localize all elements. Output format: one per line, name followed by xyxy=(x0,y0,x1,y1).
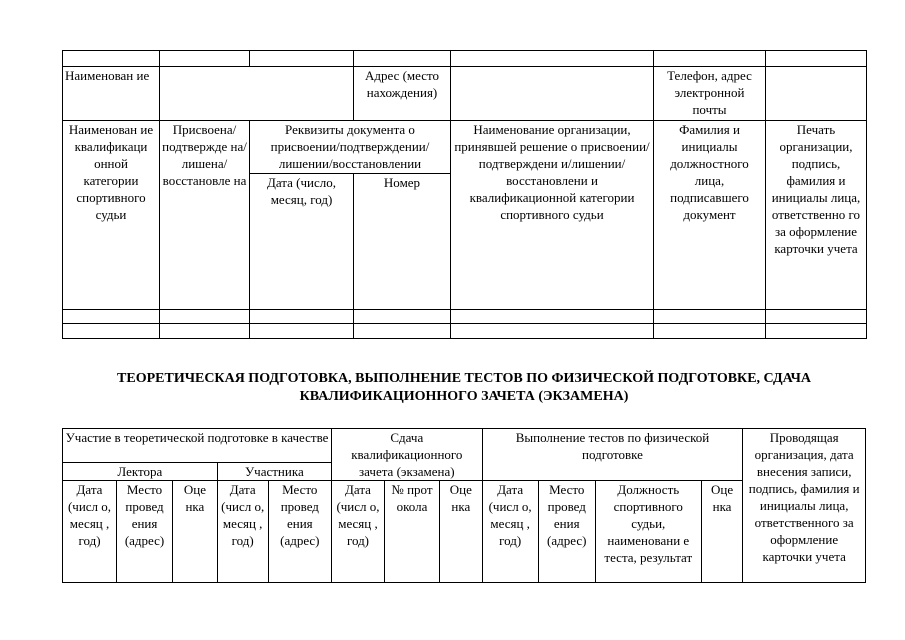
exam-protocol-header: № прот окола xyxy=(384,481,439,583)
tests-place-header: Место провед ения (адрес) xyxy=(538,481,595,583)
section-title-line-1: ТЕОРЕТИЧЕСКАЯ ПОДГОТОВКА, ВЫПОЛНЕНИЕ ТЕСТОВ ПО ФИЗИЧЕСКОЙ ПОДГОТОВКЕ, СДАЧА xyxy=(117,371,811,386)
qualification-header: Наименован ие квалификаци онной категории спортивного судьи xyxy=(63,121,160,310)
judge-qualification-table xyxy=(62,50,867,339)
exam-grade-header: Оце нка xyxy=(440,481,483,583)
table-row xyxy=(63,310,867,324)
lecturer-place-header: Место провед ения (адрес) xyxy=(117,481,173,583)
table-row xyxy=(63,121,867,174)
tests-date-header: Дата (числ о, месяц , год) xyxy=(482,481,538,583)
tests-grade-header: Оце нка xyxy=(701,481,743,583)
table-row xyxy=(63,324,867,339)
status-header: Присвоена/ подтвержде на/лишена/ восстановле на xyxy=(160,121,250,310)
table-row xyxy=(63,67,867,121)
lecturer-date-header: Дата (числ о, месяц , год) xyxy=(63,481,117,583)
organization-header: Наименование организации, принявшей решение о присвоении/подтверждени и/лишении/восстановлени и квалификационной категории спортивного судьи xyxy=(451,121,654,310)
participant-date-header: Дата (числ о, месяц , год) xyxy=(217,481,268,583)
tests-header: Выполнение тестов по физической подготовке xyxy=(482,429,743,481)
section-title-line-2: КВАЛИФИКАЦИОННОГО ЗАЧЕТА (ЭКЗАМЕНА) xyxy=(299,389,629,404)
number-header: Номер xyxy=(354,174,451,310)
lecturer-grade-header: Оце нка xyxy=(173,481,218,583)
tests-position-header: Должность спортивного судьи, наименовани е теста, результат xyxy=(595,481,701,583)
date-header: Дата (число, месяц, год) xyxy=(250,174,354,310)
training-tests-table xyxy=(62,428,866,583)
official-header: Фамилия и инициалы должностного лица, подписавшего документ xyxy=(654,121,766,310)
name-header: Наименован ие xyxy=(63,67,160,121)
lecturer-header: Лектора xyxy=(63,463,218,481)
participant-header: Участника xyxy=(217,463,331,481)
phone-header: Телефон, адрес электронной почты xyxy=(654,67,766,121)
conducting-organization-header: Проводящая организация, дата внесения записи, подпись, фамилия и инициалы лица, ответственного за оформление карточки учета xyxy=(743,429,866,583)
exam-header: Сдача квалификационного зачета (экзамена) xyxy=(332,429,483,481)
address-header: Адрес (место нахождения) xyxy=(354,67,451,121)
table-row xyxy=(63,429,866,463)
exam-date-header: Дата (числ о, месяц , год) xyxy=(332,481,385,583)
participant-place-header: Место провед ения (адрес) xyxy=(268,481,331,583)
requisites-header: Реквизиты документа о присвоении/подтверждении/ лишении/восстановлении xyxy=(250,121,451,174)
stamp-header: Печать организации, подпись, фамилия и инициалы лица, ответственно го за оформление карточки учета xyxy=(766,121,867,310)
table-top-row xyxy=(63,51,867,67)
section-title xyxy=(62,370,866,406)
participation-header: Участие в теоретической подготовке в качестве xyxy=(63,429,332,463)
